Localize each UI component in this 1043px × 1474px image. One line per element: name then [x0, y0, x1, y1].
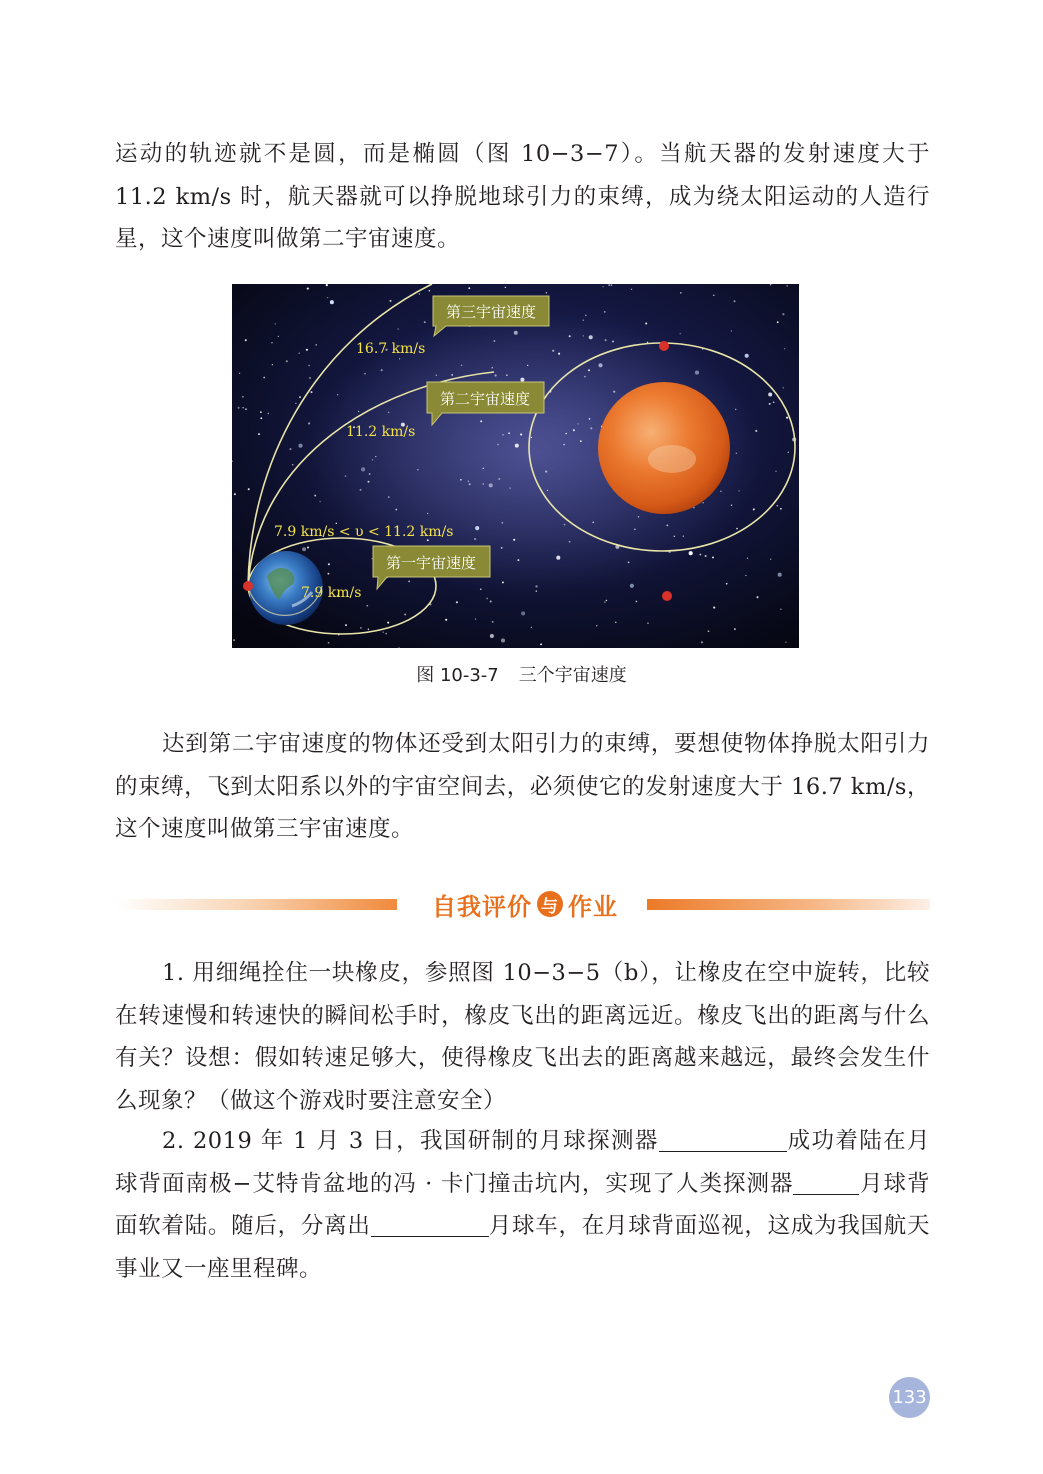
star — [330, 300, 334, 304]
star — [309, 377, 311, 379]
star — [515, 444, 519, 448]
star — [302, 547, 306, 551]
second-velocity-label: 第二宇宙速度 — [439, 390, 531, 408]
star — [583, 320, 584, 321]
star — [590, 427, 592, 429]
star — [299, 396, 301, 398]
star — [699, 554, 701, 556]
star — [408, 581, 410, 583]
star — [245, 339, 247, 341]
star — [490, 601, 492, 603]
star — [468, 480, 470, 482]
star — [634, 529, 635, 530]
star — [768, 392, 772, 396]
star — [777, 321, 779, 323]
star — [558, 353, 560, 355]
star — [726, 583, 728, 585]
star — [583, 335, 584, 336]
star — [613, 391, 615, 393]
star — [734, 300, 736, 302]
star — [545, 471, 547, 473]
star — [592, 522, 593, 523]
star — [546, 292, 548, 294]
star — [271, 342, 272, 343]
escape-dot — [662, 591, 672, 601]
star — [604, 311, 606, 313]
star — [712, 556, 714, 558]
section-title-left: 自我评价 — [432, 892, 532, 921]
star — [491, 367, 492, 368]
star — [417, 469, 418, 470]
star — [424, 321, 426, 323]
star — [606, 600, 607, 601]
star — [784, 348, 785, 349]
star — [770, 559, 771, 560]
star — [517, 559, 519, 561]
star — [286, 360, 288, 362]
section-bar-right — [647, 899, 930, 910]
star — [492, 621, 494, 623]
star — [773, 401, 775, 403]
star — [736, 528, 738, 530]
star — [720, 491, 722, 493]
star — [780, 508, 782, 510]
star — [731, 505, 732, 506]
star — [608, 284, 610, 286]
star — [577, 423, 578, 424]
star — [502, 581, 504, 583]
star — [460, 479, 462, 481]
star — [667, 525, 669, 527]
star — [372, 459, 373, 460]
star — [486, 598, 488, 600]
star — [397, 328, 398, 329]
star — [307, 547, 309, 549]
star — [702, 502, 703, 503]
star — [783, 387, 784, 388]
star — [514, 331, 518, 335]
star — [295, 403, 296, 404]
star — [747, 558, 748, 559]
first-velocity-speed: 7.9 km/s — [301, 585, 362, 601]
star — [248, 488, 250, 490]
question-2-part-4: 月球车，在月球背面巡视，这成为我国航天事业又一座里程碑。 — [115, 1213, 930, 1282]
star — [245, 408, 247, 410]
star — [628, 562, 630, 564]
star — [328, 563, 330, 565]
star — [361, 467, 365, 471]
star — [314, 495, 316, 497]
star — [615, 622, 616, 623]
star — [292, 464, 294, 466]
star — [445, 619, 447, 621]
star — [480, 588, 482, 590]
star — [274, 323, 275, 324]
star — [489, 483, 493, 487]
star — [612, 341, 614, 343]
star — [289, 448, 291, 450]
star — [736, 452, 738, 454]
page-number-badge: 133 — [889, 1377, 930, 1418]
star — [337, 394, 338, 395]
question-1: 1. 用细绳拴住一块橡皮，参照图 10−3−5（b），让橡皮在空中旋转，比较在转速慢和转速快的瞬间松手时，橡皮飞出的距离远近。橡皮飞出的距离与什么有关？设想：假如转速足够大，使得橡皮飞出去的距离越来越远，最终会发生什么现象？（做这个游戏时要注意安全） — [115, 960, 930, 1114]
star — [756, 596, 758, 598]
star — [260, 411, 262, 413]
third-velocity-label: 第三宇宙速度 — [445, 303, 537, 321]
star — [260, 417, 262, 419]
first-velocity-label: 第一宇宙速度 — [385, 554, 477, 572]
question-2-part-3: 月球背面软着陆。随后，分离出 — [115, 1170, 930, 1239]
star — [319, 501, 320, 502]
star — [735, 409, 737, 411]
star — [631, 289, 632, 290]
star — [497, 444, 499, 446]
star — [311, 391, 313, 393]
star — [366, 605, 368, 607]
star — [327, 573, 329, 575]
star — [520, 378, 524, 382]
star — [387, 622, 389, 624]
star — [506, 374, 508, 376]
star — [395, 509, 397, 511]
star — [278, 336, 279, 337]
star — [647, 622, 648, 623]
star — [383, 632, 384, 633]
star — [753, 508, 755, 510]
question-2-part-1: 2. 2019 年 1 月 3 日，我国研制的月球探测器 — [162, 1128, 659, 1154]
star — [306, 349, 308, 351]
star — [786, 285, 787, 286]
star — [345, 624, 347, 626]
star — [589, 335, 593, 339]
star — [258, 433, 260, 435]
star — [602, 286, 603, 287]
star — [611, 284, 612, 285]
star — [785, 641, 787, 643]
star — [734, 628, 736, 630]
star — [298, 444, 302, 448]
orbit-dot-top — [659, 341, 669, 351]
star — [233, 639, 235, 641]
star — [738, 490, 739, 491]
star — [451, 374, 453, 376]
star — [598, 363, 602, 367]
star — [475, 526, 479, 530]
answer-blank-2[interactable] — [793, 1170, 859, 1195]
star — [531, 437, 532, 438]
star — [695, 371, 699, 375]
star — [461, 364, 463, 366]
star — [604, 601, 605, 602]
star — [308, 365, 310, 367]
star — [535, 585, 537, 587]
star — [456, 601, 458, 603]
star — [326, 284, 328, 286]
star — [674, 536, 675, 537]
star — [419, 293, 420, 294]
section-title — [415, 882, 635, 926]
star — [427, 513, 428, 514]
star — [713, 607, 715, 609]
star — [505, 287, 506, 288]
star — [689, 551, 693, 555]
star — [588, 369, 590, 371]
star — [540, 643, 542, 645]
star — [381, 369, 383, 371]
star — [527, 365, 528, 366]
star — [531, 627, 532, 628]
star — [242, 396, 244, 398]
star — [364, 373, 366, 375]
star — [404, 613, 406, 615]
star — [368, 629, 369, 630]
star — [436, 374, 438, 376]
star — [755, 430, 757, 432]
star — [483, 468, 484, 469]
star — [307, 288, 309, 290]
star — [564, 524, 566, 526]
star — [469, 483, 471, 485]
star — [630, 584, 634, 588]
star — [360, 627, 362, 629]
star — [565, 433, 567, 435]
star — [480, 420, 482, 422]
answer-blank-1[interactable] — [659, 1127, 787, 1152]
elliptical-range-label: 7.9 km/s < υ < 11.2 km/s — [274, 524, 454, 540]
section-title-mid: 与 — [537, 891, 563, 917]
star — [556, 556, 560, 560]
star — [589, 418, 591, 420]
star — [360, 489, 362, 491]
star — [327, 297, 328, 298]
star — [552, 350, 554, 352]
star — [520, 433, 522, 435]
star — [508, 432, 510, 434]
star — [385, 633, 387, 635]
caption-title: 三个宇宙速度 — [518, 665, 627, 686]
star — [713, 295, 714, 296]
star — [272, 364, 273, 365]
star — [547, 490, 548, 491]
star — [263, 377, 265, 379]
star — [580, 440, 582, 442]
star — [388, 412, 390, 414]
body-paragraph-2: 达到第二宇宙速度的物体还受到太阳引力的束缚，要想使物体挣脱太阳引力的束缚，飞到太阳系以外的宇宙空间去，必须使它的发射速度大于 16.7 km/s，这个速度叫做第三宇宙速度。 — [115, 731, 930, 842]
star — [778, 573, 782, 577]
body-paragraph-1: 运动的轨迹就不是圆，而是椭圆（图 10−3−7）。当航天器的发射速度大于 11.2 km/s 时，航天器就可以挣脱地球引力的束缚，成为绕太阳运动的人造行星，这个速度叫做第二宇宙速度。 — [115, 141, 930, 252]
star — [298, 352, 300, 354]
answer-blank-3[interactable] — [371, 1212, 489, 1237]
question-2 — [115, 1120, 930, 1290]
star — [569, 541, 571, 543]
star — [573, 429, 575, 431]
star — [584, 376, 586, 378]
star — [786, 417, 788, 419]
star — [494, 340, 496, 342]
star — [429, 290, 431, 292]
star — [475, 618, 476, 619]
star — [371, 558, 372, 559]
star — [375, 456, 376, 457]
star — [680, 292, 682, 294]
star — [242, 407, 243, 408]
star — [239, 373, 240, 374]
section-bar-left — [115, 899, 397, 910]
star — [745, 354, 749, 358]
star — [369, 473, 371, 475]
star — [490, 634, 494, 638]
star — [769, 403, 771, 405]
star — [389, 300, 391, 302]
star — [521, 611, 525, 615]
star — [388, 496, 389, 497]
star — [358, 411, 359, 412]
star — [345, 475, 347, 477]
star — [468, 287, 470, 289]
star — [399, 358, 400, 359]
star — [780, 608, 781, 609]
star — [502, 434, 503, 435]
star — [509, 487, 510, 488]
star — [638, 516, 640, 518]
star — [501, 547, 503, 549]
third-velocity-speed: 16.7 km/s — [356, 341, 426, 357]
star — [605, 339, 607, 341]
section-header — [115, 882, 930, 926]
star — [636, 601, 638, 603]
sun-spot — [648, 445, 696, 473]
star — [782, 313, 784, 315]
figure-caption — [0, 661, 1043, 687]
star — [585, 315, 587, 317]
star — [745, 575, 746, 576]
star — [498, 478, 500, 480]
star — [775, 471, 776, 472]
star — [513, 539, 515, 541]
cosmic-velocity-figure — [232, 284, 799, 648]
second-velocity-speed: 11.2 km/s — [346, 424, 416, 440]
star — [308, 422, 310, 424]
star — [483, 483, 484, 484]
star — [315, 344, 317, 346]
star — [536, 590, 538, 592]
launch-point-dot — [243, 581, 253, 591]
caption-number: 图 10-3-7 — [416, 665, 499, 686]
star — [788, 452, 789, 453]
star — [238, 407, 240, 409]
star — [495, 374, 497, 376]
star — [645, 322, 647, 324]
star — [683, 535, 684, 536]
star — [680, 333, 681, 334]
star — [569, 335, 571, 337]
star — [708, 630, 710, 632]
star — [731, 330, 732, 331]
question-2-part-2: 成功着陆在月球背面南极−艾特肯盆地的冯 · 卡门撞击坑内，实现了人类探测器 — [115, 1128, 930, 1197]
section-title-right: 作业 — [568, 892, 618, 921]
star — [705, 555, 707, 557]
star — [268, 413, 269, 414]
star — [234, 493, 236, 495]
star — [367, 481, 369, 483]
star — [328, 642, 330, 644]
star — [701, 641, 703, 643]
star — [474, 538, 476, 540]
star — [563, 444, 564, 445]
star — [777, 505, 779, 507]
star — [501, 522, 503, 524]
star — [501, 638, 505, 642]
star — [596, 625, 597, 626]
